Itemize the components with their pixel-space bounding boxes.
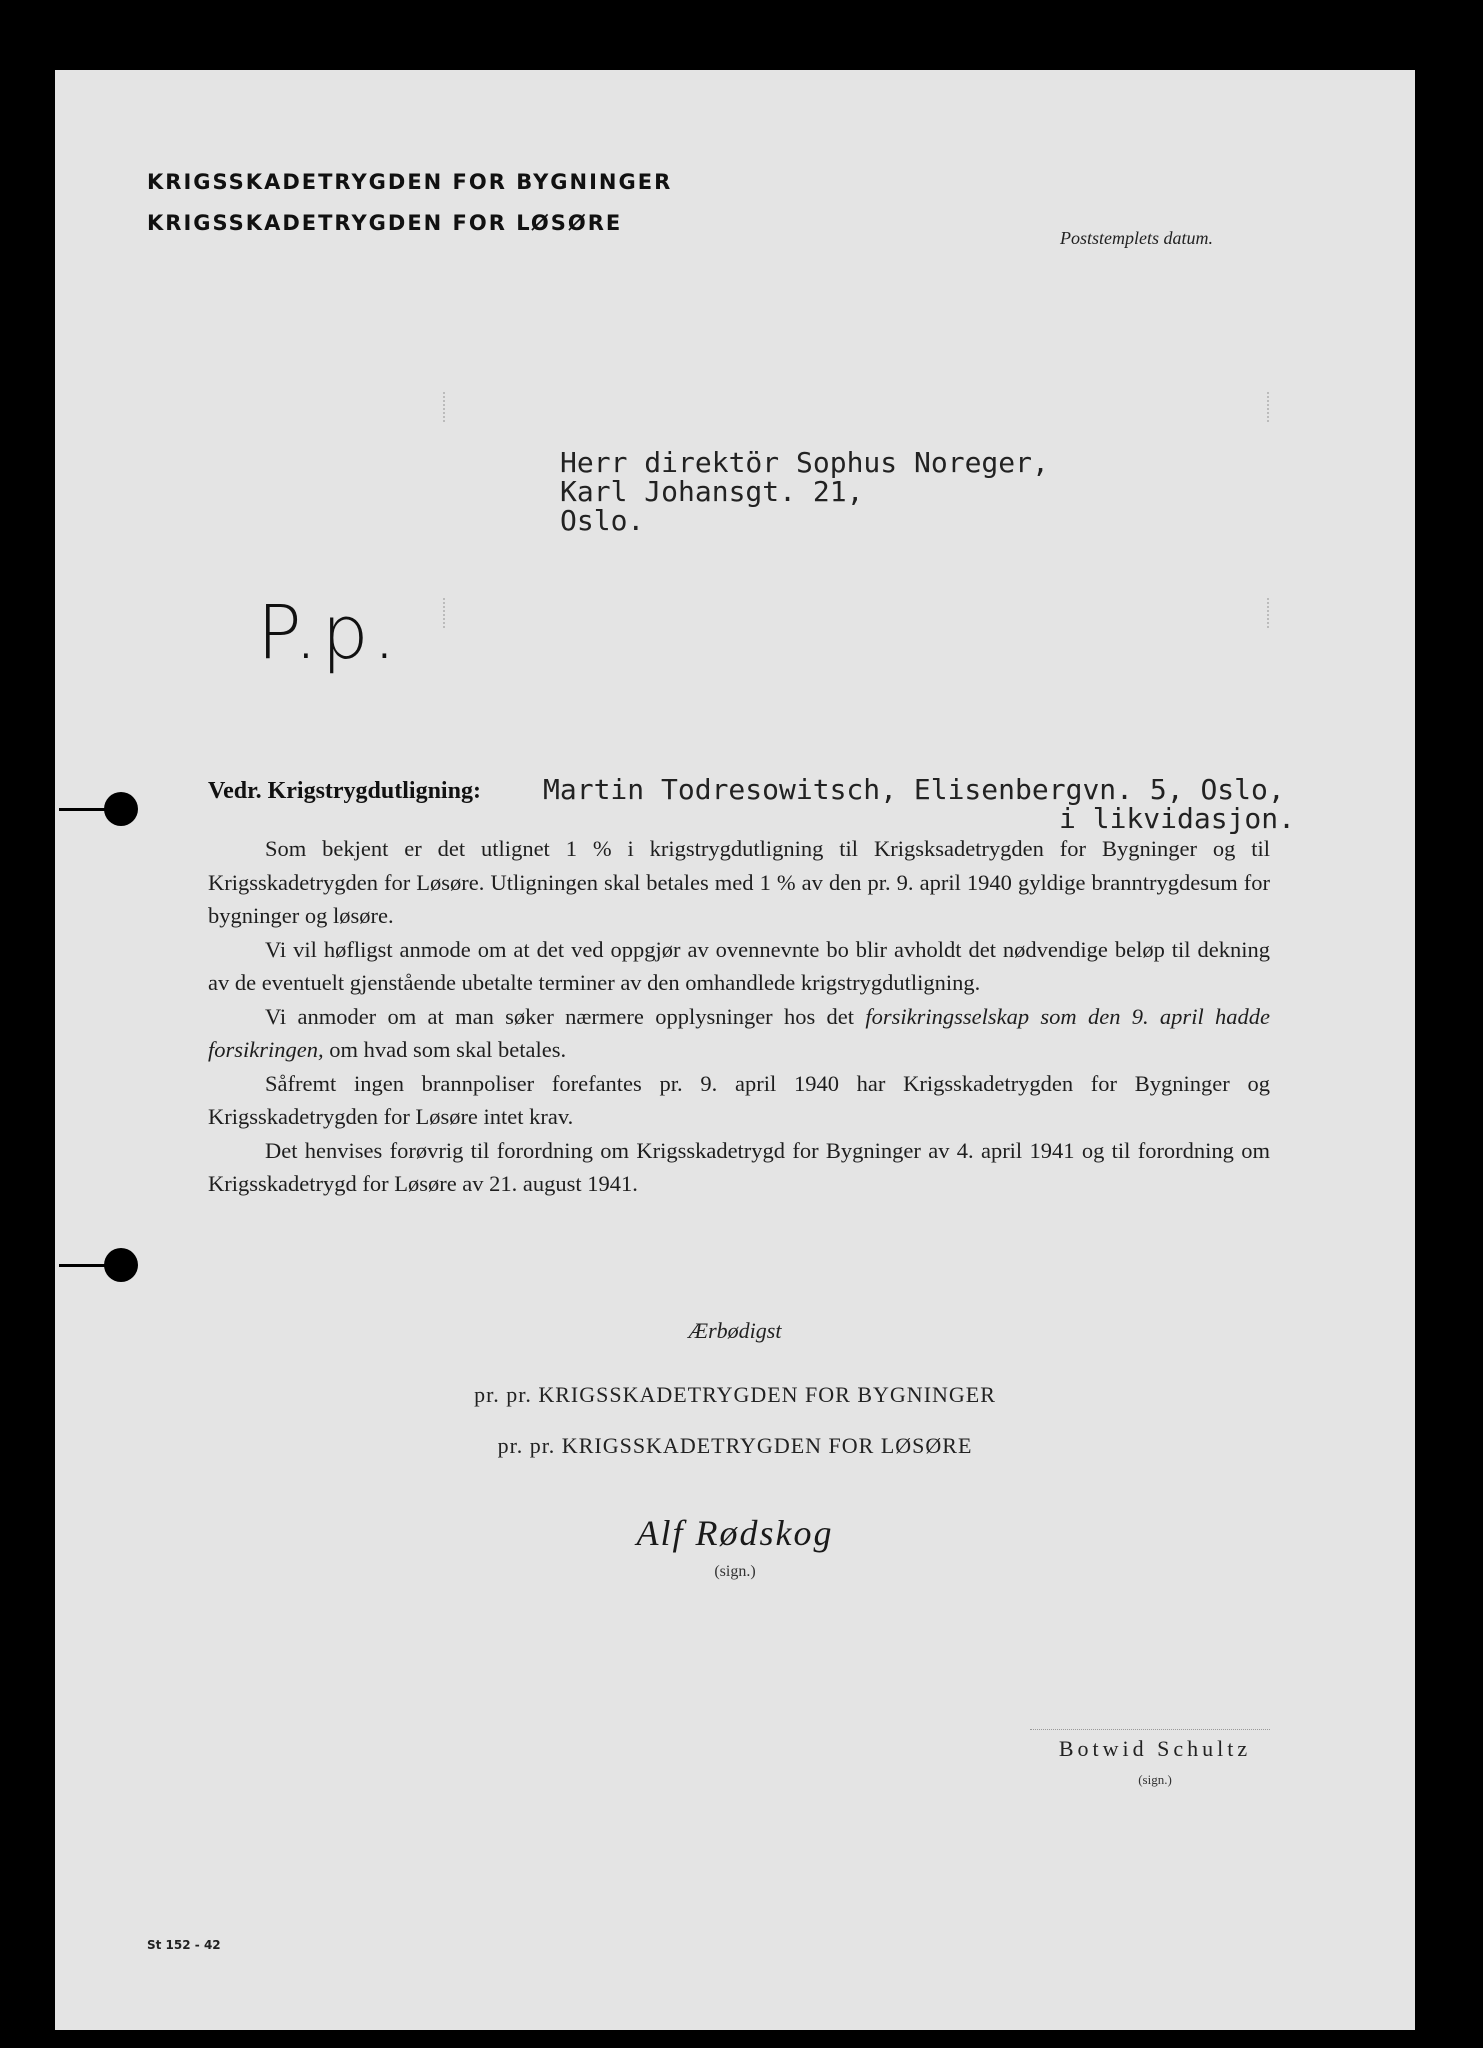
signature-line (1030, 1729, 1270, 1730)
letterhead-line-1: KRIGSSKADETRYGDEN FOR BYGNINGER (147, 170, 673, 194)
signer-1-name: Alf Rødskog (636, 1513, 834, 1553)
address-line-2: Karl Johansgt. 21, (560, 475, 864, 508)
body-paragraph-2: Vi vil høfligst anmode om at det ved oppgjør av ovennevnte bo blir avholdt det nødvendige beløp til dekning av de eventuelt gjenstående ubetalte terminer av den omhandlede krigstrygdutligning. (208, 936, 1270, 995)
body-paragraph-1: Som bekjent er det utlignet 1 % i krigstrygdutligning til Krigsksadetrygden for Bygninger og til Krigsskadetrygden for Løsøre. Utligningen skal betales med 1 % av den pr. 9. april 1940 gyldige branntrygdesum for bygninger og løsøre. (208, 836, 1270, 928)
body-paragraph-3 (208, 1000, 1270, 1067)
closing-firm-1: pr. pr. KRIGSSKADETRYGDEN FOR BYGNINGER (474, 1382, 996, 1407)
punch-hole-top-mark (59, 808, 109, 811)
subject-label: Vedr. Krigstrygdutligning: (208, 778, 481, 804)
subject-line-2: i likvidasjon. (1059, 802, 1296, 835)
letterhead-line-2: KRIGSSKADETRYGDEN FOR LØSØRE (147, 211, 623, 235)
address-window-corner-bottom-left (443, 598, 455, 628)
address-line-3: Oslo. (560, 504, 645, 537)
handwritten-pp-mark: P.p. (257, 590, 401, 676)
signer-2-name: Botwid Schultz (1058, 1736, 1252, 1761)
body-paragraph-3-end: om hvad som skal betales. (323, 1037, 567, 1062)
letter-page (55, 70, 1415, 2030)
signer-2-note: (sign.) (1138, 1772, 1172, 1787)
body-paragraph-3-start: Vi anmoder om at man søker nærmere opplysninger hos det (265, 1003, 866, 1029)
address-line-1: Herr direktör Sophus Noreger, (560, 446, 1049, 479)
address-window-corner-top-left (443, 392, 455, 422)
address-window-corner-top-right (1257, 392, 1269, 422)
form-code: St 152 - 42 (147, 1938, 221, 1952)
body-paragraph-5: Det henvises forøvrig til forordning om Krigsskadetrygd for Bygninger av 4. april 1941 og til forordning om Krigsskadetrygd for Løsøre av 21. august 1941. (208, 1137, 1270, 1196)
letter-body (208, 832, 1270, 1201)
subject-line-1: Martin Todresowitsch, Elisenbergvn. 5, Oslo, (543, 773, 1285, 806)
body-paragraph-4: Såfremt ingen brannpoliser forefantes pr. 9. april 1940 har Krigsskadetrygden for Bygninger og Krigsskadetrygden for Løsøre intet krav. (208, 1070, 1270, 1129)
body-paragraph-3-italic: forsikringsselskap som den 9. april hadde forsikringen, (208, 1003, 1270, 1062)
closing-firm-2: pr. pr. KRIGSSKADETRYGDEN FOR LØSØRE (497, 1433, 973, 1458)
punch-hole-bottom (104, 1248, 138, 1282)
signer-1-note: (sign.) (714, 1563, 756, 1580)
closing-salutation: Ærbødigst (688, 1318, 782, 1343)
address-window-corner-bottom-right (1257, 598, 1269, 628)
punch-hole-top (104, 792, 138, 826)
postmark-note: Poststemplets datum. (1060, 228, 1213, 248)
punch-hole-bottom-mark (59, 1264, 109, 1267)
